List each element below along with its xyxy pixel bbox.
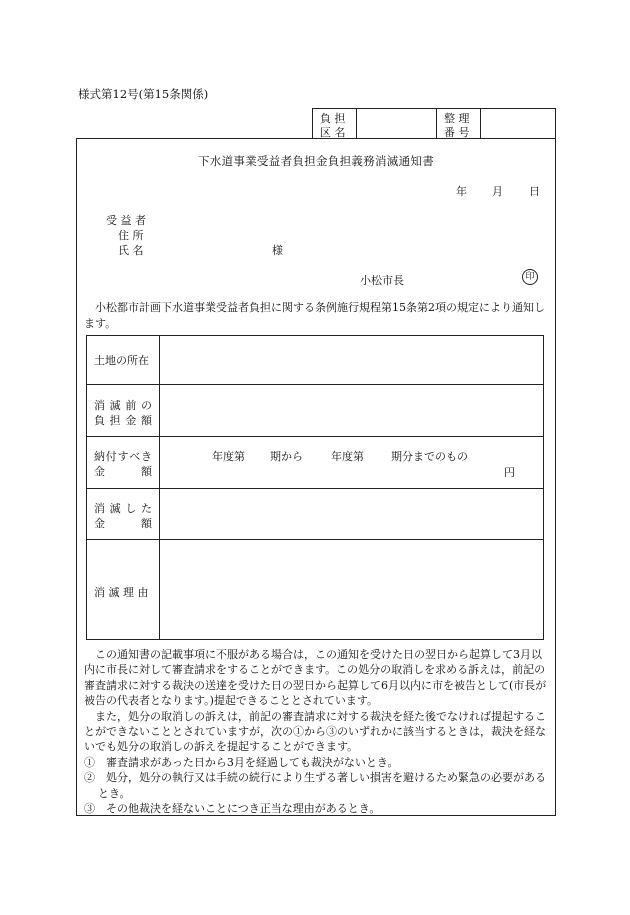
period-fiscal-year-to: 年度第 bbox=[331, 450, 364, 463]
land-location-field[interactable] bbox=[160, 336, 543, 384]
reason-label: 消 滅 理 由 bbox=[94, 586, 149, 599]
notice-item-1: ① 審査請求があった日から3月を経過しても裁決がないとき。 bbox=[84, 755, 399, 769]
recipient-name-label: 氏 名 bbox=[118, 244, 144, 257]
burden-area-label-2: 区 名 bbox=[320, 126, 346, 139]
yen-unit: 円 bbox=[504, 466, 515, 479]
notice-item-2: ② 処分，処分の執行又は手続の続行により生ずる著しい損害を避けるため緊急の必要があるとき。 bbox=[84, 771, 546, 800]
document-title: 下水道事業受益者負担金負担義務消滅通知書 bbox=[198, 154, 434, 168]
form-number-label: 様式第12号(第15条関係) bbox=[78, 87, 209, 101]
notice-paragraph-2: また，処分の取消しの訴えは，前記の審査請求に対する裁決を経た後でなければ提起することができないこととされていますが，次の①から③のいずれかに該当するときは，裁決を経ないでも処分の取消しの訴えを提起することができます。 bbox=[84, 709, 546, 754]
pay-amount-label-2: 金 額 bbox=[94, 465, 152, 478]
date-month: 月 bbox=[492, 185, 503, 198]
pay-amount-field[interactable] bbox=[160, 437, 543, 488]
notice-paragraph-1: この通知書の記載事項に不服がある場合は，この通知を受けた日の翌日から起算して3月以内に市長に対して審査請求をすることができます。この処分の取消しを求める訴えは，前記の審査請求に対する裁決の送達を受けた日の翌日から起算して6月以内に市を被告として(市長が被告の代表者となります。)提起できることとされています。 bbox=[84, 648, 547, 708]
seal-mark bbox=[522, 269, 538, 285]
land-location-label: 土地の所在 bbox=[94, 354, 149, 367]
period-term-to: 期分までのもの bbox=[391, 450, 468, 463]
recipient-honorific: 様 bbox=[272, 244, 283, 257]
ref-number-label-2: 番 号 bbox=[444, 126, 470, 139]
burden-area-field[interactable] bbox=[357, 109, 435, 137]
appeal-notice bbox=[84, 647, 550, 816]
before-amount-field[interactable] bbox=[160, 385, 543, 436]
reason-field[interactable] bbox=[160, 540, 543, 639]
before-amount-label-2: 負 担 金 額 bbox=[94, 414, 152, 427]
ref-number-field[interactable] bbox=[481, 109, 554, 137]
period-fiscal-year-from: 年度第 bbox=[212, 450, 245, 463]
extinguished-amount-label-2: 金 額 bbox=[94, 517, 152, 530]
recipient-address-label: 住 所 bbox=[118, 229, 144, 242]
burden-area-label-1: 負 担 bbox=[320, 112, 346, 125]
date-day: 日 bbox=[529, 185, 540, 198]
ref-number-label-1: 整 理 bbox=[444, 112, 470, 125]
intro-text: 小松都市計画下水道事業受益者負担に関する条例施行規程第15条第2項の規定により通知します。 bbox=[84, 301, 545, 330]
before-amount-label-1: 消 滅 前 の bbox=[94, 399, 152, 412]
recipient-heading: 受 益 者 bbox=[106, 214, 146, 227]
date-year: 年 bbox=[456, 185, 467, 198]
extinguished-amount-label-1: 消 滅 し た bbox=[94, 502, 152, 515]
period-term-from: 期から bbox=[270, 450, 303, 463]
notice-item-3: ③ その他裁決を経ないことにつき正当な理由があるとき。 bbox=[84, 802, 381, 816]
issuer-name: 小松市長 bbox=[360, 274, 404, 287]
extinguished-amount-field[interactable] bbox=[160, 489, 543, 539]
pay-amount-label-1: 納付すべき bbox=[94, 450, 152, 463]
seal-char: 印 bbox=[525, 272, 535, 282]
